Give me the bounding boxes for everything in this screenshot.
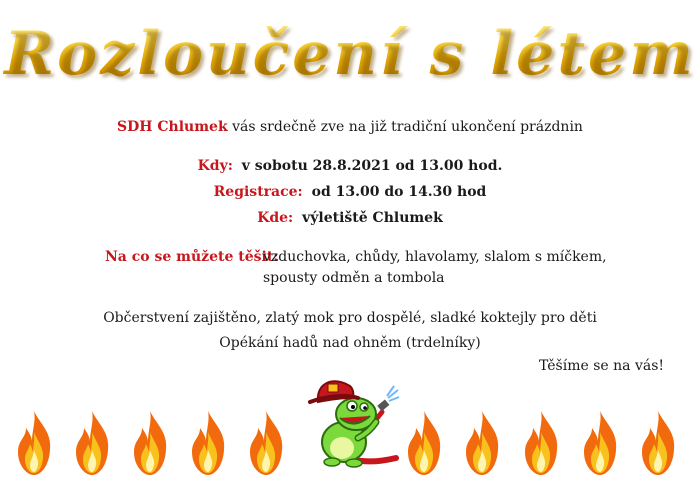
program-line-2: spousty odměn a tombola	[263, 270, 445, 286]
closing-text: Těšíme se na vás!	[539, 358, 665, 374]
where-line	[0, 209, 700, 227]
flame-icon	[638, 410, 678, 476]
flame-icon	[462, 410, 502, 476]
program-label: Na co se můžete těšit:	[105, 249, 279, 265]
registration-label: Registrace:	[213, 184, 303, 200]
where-label: Kde:	[257, 210, 294, 226]
intro-line	[0, 118, 700, 136]
when-value: v sobotu 28.8.2021 od 13.00 hod.	[241, 158, 503, 174]
flame-icon	[14, 410, 54, 476]
flame-icon	[188, 410, 228, 476]
flame-icon	[72, 410, 112, 476]
flame-icon	[404, 410, 444, 476]
page-title: Rozloučení s létem	[0, 14, 700, 94]
flame-icon	[130, 410, 170, 476]
registration-value: od 13.00 do 14.30 hod	[311, 184, 487, 200]
flame-icon	[580, 410, 620, 476]
registration-line	[0, 183, 700, 201]
flame-icon	[246, 410, 286, 476]
refreshments-text: Občerstvení zajištěno, zlatý mok pro dospělé, sladké koktejly pro děti	[103, 310, 597, 326]
where-value: výletiště Chlumek	[302, 210, 443, 226]
program-line-1: vzduchovka, chůdy, hlavolamy, slalom s míčkem,	[263, 249, 607, 265]
intro-text: vás srdečně zve na již tradiční ukončení prázdnin	[227, 119, 583, 135]
when-label: Kdy:	[197, 158, 233, 174]
when-line	[0, 157, 700, 175]
firefighter-dragon-icon	[296, 372, 400, 472]
roast-text: Opékání hadů nad ohněm (trdelníky)	[219, 335, 481, 351]
flame-icon	[521, 410, 561, 476]
organizer-name: SDH Chlumek	[117, 119, 228, 135]
